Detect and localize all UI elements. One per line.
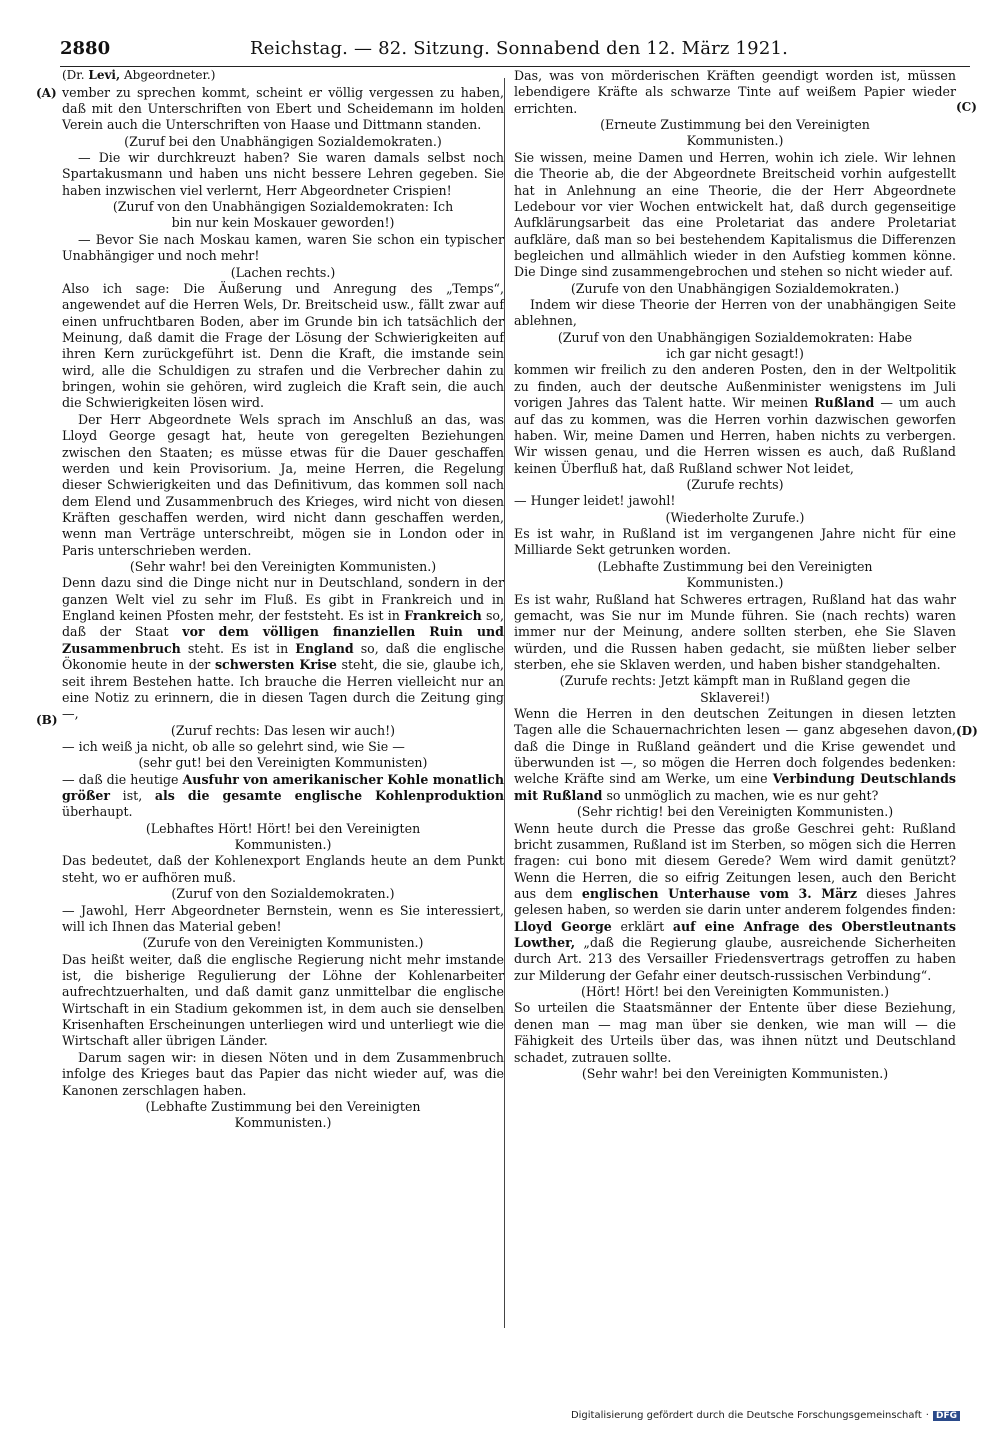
paragraph: — Jawohl, Herr Abgeordneter Bernstein, wenn es Sie interessiert, will ich Ihnen das Material geben! [62, 902, 504, 934]
text-run: so, daß die englische Ökonomie heute in der [62, 640, 504, 673]
emphasis: als die gesamte englische Kohlenproduktion [154, 788, 504, 804]
interjection: (Sehr wahr! bei den Vereinigten Kommunisten.) [581, 1065, 889, 1081]
text-run: erklärt [620, 918, 665, 934]
interjection: (Erneute Zustimmung bei den Vereinigten Kommunisten.) [600, 117, 870, 149]
text-run: so unmöglich zu machen, wie es nur geht? [606, 787, 879, 803]
emphasis: Verbindung Deutschlands mit Rußland [514, 771, 956, 803]
text-run: „daß die Regierung glaube, ausreichende Sicherheiten durch Art. 213 des Versailler Friedensvertrags getroffen zu haben zur Milderung der Gefahr einer deutsch-russischen Verbindung“. [514, 935, 956, 983]
separator-dot: · [925, 1410, 929, 1421]
left-column [62, 68, 504, 1132]
interjection: (Sehr richtig! bei den Vereinigten Kommunisten.) [576, 804, 894, 820]
paragraph: Also ich sage: Die Äußerung und Anregung des „Temps“, angewendet auf die Herren Wels, Dr. Breitscheid usw., fällt zwar auf einen unfruchtbaren Boden, aber im Grunde bin ich tatsächlich der Meinung, daß damit die Frage der Lösung der Schwierigkeiten auf ihren Kern zurückgeführt ist. Denn die Kraft, die imstande sein wird, alle die Schuldigen zu strafen und die Verbrecher dahin zu bringen, wohin sie gehören, wird zugleich die Kraft sein, die auch die Schwierigkeiten lösen wird. [62, 280, 504, 411]
interjection: (Zurufe von den Vereinigten Kommunisten.) [142, 935, 424, 951]
interjection: (Zuruf von den Unabhängigen Sozialdemokraten: Ich bin nur kein Moskauer geworden!) [112, 199, 454, 231]
text-run: dieses Jahres gelesen haben, so werden sie darin unter anderem folgendes finden: [514, 885, 956, 918]
interjection: (Wiederholte Zurufe.) [665, 509, 805, 525]
credit-text: Digitalisierung gefördert durch die Deutsche Forschungsgemeinschaft [570, 1410, 922, 1421]
paragraph: Indem wir diese Theorie der Herren von der unabhängigen Seite ablehnen, [514, 297, 956, 329]
interjection: (sehr gut! bei den Vereinigten Kommunisten) [138, 755, 428, 771]
emphasis: englischen Unterhause vom 3. März [581, 885, 858, 901]
text-run: kommen wir freilich zu den anderen Posten, den in der Weltpolitik zu finden, auch der deutsche Außenminister wenigstens im Juli vorigen Jahres das Talent hatte. Wir meinen [514, 362, 956, 411]
paragraph: Es ist wahr, Rußland hat Schweres ertragen, Rußland hat das wahr gemacht, was Sie nur im Munde führen. Sie (nach rechts) waren immer nur der Meinung, andere sollten sterben, ehe Sie Slaven würden, und die Russen haben gedacht, sie müßten lieber selber sterben, ehe sie Sklaven werden, und haben bisher standgehalten. [514, 591, 956, 672]
speaker-prefix: (Dr. [62, 68, 85, 82]
text-run: — daß die heutige [62, 771, 179, 787]
paragraph: Das heißt weiter, daß die englische Regierung nicht mehr imstande ist, die bisherige Regulierung der Löhne der Kohlenarbeiter aufrechtzuerhalten, und daß damit ganz unmittelbar die englische Wirtschaft in ein Stadium gekommen ist, in dem auch sie denselben Krisenhaften Erscheinungen unterliegen wird und unterliegt wie die Wirtschaft aller übrigen Länder. [62, 951, 504, 1049]
paragraph: Es ist wahr, in Rußland ist im vergangenen Jahre nicht für eine Milliarde Sekt getrunken worden. [514, 526, 956, 558]
text-run: — um auch auf das zu kommen, was die Herren vorhin dazwischen geworfen haben. Wir, meine Damen und Herren, haben nichts zu verbergen. Wir wissen genau, und die Herren wissen es auch, daß Rußland keinen Überfluß hat, daß Rußland schwer Not leidet, [514, 395, 956, 476]
text-run: Wenn die Herren in den deutschen Zeitungen in diesen letzten Tagen alle die Schauernachrichten lesen — ganz abgesehen davon, daß die Dinge in Rußland geändert und die Krise gewendet und überwunden ist —, so mögen die Herren doch folgendes bedenken: welche Kräfte sind am Werke, um eine [514, 706, 956, 787]
paragraph [62, 575, 504, 722]
interjection: (Zuruf von den Sozialdemokraten.) [171, 886, 395, 902]
emphasis: auf eine Anfrage des Oberstleutnants Lowther, [514, 918, 956, 951]
margin-marker-c: (C) [956, 100, 977, 114]
interjection: (Zurufe rechts: Jetzt kämpft man in Rußland gegen die Sklaverei!) [559, 673, 911, 705]
margin-marker-a: (A) [36, 86, 57, 100]
interjection: (Zuruf rechts: Das lesen wir auch!) [170, 722, 396, 738]
right-column [514, 68, 956, 1082]
running-title: Reichstag. — 82. Sitzung. Sonnabend den 12. März 1921. [250, 38, 789, 59]
interjection: (Hört! Hört! bei den Vereinigten Kommunisten.) [580, 984, 890, 1000]
text-run: überhaupt. [62, 804, 133, 820]
column-divider [504, 78, 505, 1328]
paragraph: vember zu sprechen kommt, scheint er völlig vergessen zu haben, daß mit den Unterschriften von Ebert und Scheidemann im holden Verein auch die Unterschriften von Haase und Dittmann standen. [62, 84, 504, 133]
speaker-line [62, 68, 504, 84]
text-run: Denn dazu sind die Dinge nicht nur in Deutschland, sondern in der ganzen Welt viel zu sehr im Fluß. Es gibt in Frankreich und in England keinen Pfosten mehr, der feststeht. Es ist in [62, 575, 504, 624]
paragraph: Darum sagen wir: in diesen Nöten und in dem Zusammenbruch infolge des Krieges baut das Papier das nicht wieder auf, was die Kanonen zerschlagen haben. [62, 1049, 504, 1098]
interjection: (Zuruf bei den Unabhängigen Sozialdemokraten.) [124, 133, 442, 149]
text-run: steht, die sie, glaube ich, seit ihrem Bestehen hatte. Ich brauche die Herren vielleicht nur an eine Notiz zu erinnern, die in diesen Tagen durch die Zeitung ging —, [62, 657, 504, 722]
emphasis: Ausfuhr von amerikanischer Kohle monatlich größer [62, 771, 504, 804]
emphasis: Rußland [814, 395, 875, 411]
interjection: (Lachen rechts.) [230, 264, 336, 280]
margin-marker-d: (D) [956, 724, 978, 738]
paragraph: — Hunger leidet! jawohl! [514, 493, 676, 509]
page-header [60, 36, 970, 67]
margin-marker-b: (B) [36, 713, 58, 727]
paragraph: Sie wissen, meine Damen und Herren, wohin ich ziele. Wir lehnen die Theorie ab, die der Abgeordnete Breitscheid vorhin aufgestellt hat in Anlehnung an eine Theorie, die der Herr Abgeordnete Ledebour vor vier Wochen entwickelt hat, daß durch gegenseitige Aufklärungsarbeit das eine Proletariat das andere Proletariat aufkläre, daß man so bei bestehendem Kapitalismus die Differenzen begleichen und allmählich wieder in den Aufstieg kommen könne. Die Dinge sind zusammengebrochen und stehen so nicht wieder auf. [514, 149, 956, 280]
paragraph: — ich weiß ja nicht, ob alle so gelehrt sind, wie Sie — [62, 738, 405, 754]
interjection: (Lebhafte Zustimmung bei den Vereinigten Kommunisten.) [597, 558, 873, 591]
emphasis: Lloyd George [514, 918, 612, 934]
paragraph [514, 706, 956, 804]
digitization-credit [571, 1410, 960, 1421]
paragraph: Der Herr Abgeordnete Wels sprach im Anschluß an das, was Lloyd George gesagt hat, heute von geregelten Beziehungen zwischen den Staaten; es müsse etwas für die Dauer geschaffen werden und kein Provisorium. Ja, meine Herren, die Regelung dieser Schwierigkeiten und das Definitivum, das kommen soll nach dem Elend und Zusammenbruch des Krieges, wird nicht von diesen Kräften geschaffen werden, wird nicht dann geschaffen werden, wenn man Verträge unterschreibt, mögen sie in London oder in Paris unterschrieben werden. [62, 411, 504, 558]
paragraph [514, 362, 956, 477]
interjection: (Zurufe von den Unabhängigen Sozialdemokraten.) [570, 280, 900, 296]
interjection: (Lebhafte Zustimmung bei den Vereinigten Kommunisten.) [145, 1098, 421, 1131]
paragraph [62, 772, 504, 821]
emphasis: vor dem völligen finanziellen Ruin und Zusammenbruch [62, 624, 504, 656]
paragraph: — Die wir durchkreuzt haben? Sie waren damals selbst noch Spartakusmann und haben uns nicht bessere Lehren gegeben. Sie haben inzwischen viel verlernt, Herr Abgeordneter Crispien! [62, 150, 504, 198]
interjection: (Zuruf von den Unabhängigen Sozialdemokraten: Habe ich gar nicht gesagt!) [557, 329, 913, 362]
text-run: ist, [122, 788, 143, 804]
paragraph: Das, was von mörderischen Kräften geendigt worden ist, müssen lebendigere Kräfte als schwarze Tinte auf weißem Papier wieder errichten. [514, 68, 956, 116]
text-run: so, daß der Staat [62, 608, 504, 640]
interjection: (Sehr wahr! bei den Vereinigten Kommunisten.) [129, 559, 437, 575]
paragraph: Das bedeutet, daß der Kohlenexport Englands heute an dem Punkt steht, wo er aufhören muß. [62, 853, 504, 885]
interjection: (Zurufe rechts) [686, 476, 784, 492]
speaker-name: Levi, [88, 68, 121, 82]
dfg-logo: DFG [933, 1411, 960, 1421]
paragraph [514, 821, 956, 985]
emphasis: Frankreich [404, 608, 482, 624]
text-run: Wenn heute durch die Presse das große Geschrei geht: Rußland bricht zusammen, Rußland ist im Sterben, so mögen sich die Herren fragen: cui bono mit diesem Gerede? Wem wird damit genützt? Wenn die Herren, die so eifrig Zeitungen lesen, auch den Bericht aus dem [514, 820, 956, 901]
paragraph: — Bevor Sie nach Moskau kamen, waren Sie schon ein typischer Unabhängiger und noch mehr! [62, 231, 504, 264]
page-number: 2880 [60, 38, 111, 59]
paragraph: So urteilen die Staatsmänner der Entente über diese Beziehung, denen man — mag man über sie denken, wie man will — die Fähigkeit des Urteils über das, was ihnen nützt und Deutschland schadet, zutrauen sollte. [514, 1000, 956, 1065]
interjection: (Lebhaftes Hört! Hört! bei den Vereinigten Kommunisten.) [145, 820, 421, 853]
emphasis: schwersten Krise [214, 657, 337, 673]
emphasis: England [295, 640, 354, 656]
text-run: steht. Es ist in [187, 640, 289, 656]
speaker-role: Abgeordneter.) [123, 68, 216, 82]
